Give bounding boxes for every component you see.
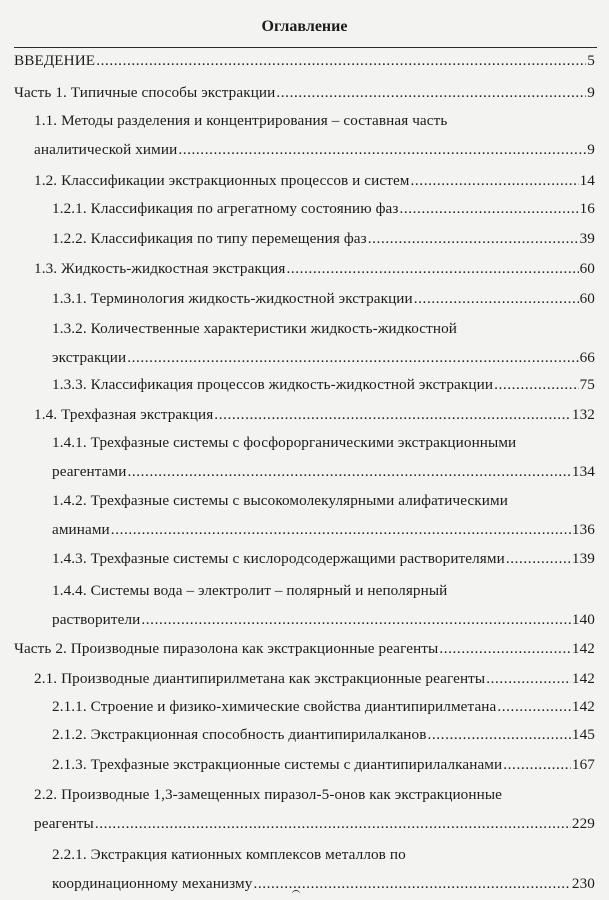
dot-leader [506, 544, 571, 574]
dot-leader [214, 400, 571, 430]
toc-entry-title: аналитической химии [34, 141, 178, 158]
toc-entry-page-number: 132 [571, 406, 595, 423]
toc-entry-title: координационному механизму [52, 875, 253, 892]
dot-leader [127, 458, 570, 486]
toc-entry-title-line1: 1.1. Методы разделения и концентрирования – составная часть [34, 112, 448, 129]
dot-leader [411, 166, 579, 196]
toc-entry-page-number: 142 [571, 670, 595, 687]
toc-entry-page-number: 229 [571, 815, 595, 832]
dot-leader [95, 810, 571, 838]
toc-entry-page-number: 145 [571, 726, 595, 743]
toc-entry-page-number: 140 [571, 611, 595, 628]
toc-entry-page-number: 14 [579, 172, 595, 189]
toc-entry-page-number: 39 [579, 230, 595, 247]
toc-entry-title: Часть 2. Производные пиразолона как экстракционные реагенты [14, 640, 439, 657]
toc-entry [52, 576, 595, 634]
toc-entry-title: 1.3.3. Классификация процессов жидкость-жидкостной экстракции [52, 376, 494, 393]
dot-leader [486, 664, 571, 694]
page-number-fragment [292, 890, 300, 897]
dot-leader [253, 870, 570, 898]
toc-entry [34, 780, 595, 838]
toc-entry [52, 194, 595, 224]
toc-entry-title-line1: 1.4.1. Трехфазные системы с фосфорорганическими экстракционными [52, 434, 517, 451]
toc-entry-page-number: 75 [579, 376, 595, 393]
dot-leader [96, 46, 586, 76]
dot-leader [286, 254, 578, 284]
toc-entry-title: 1.2.2. Классификация по типу перемещения фаз [52, 230, 367, 247]
toc-entry-title: 2.1.3. Трехфазные экстракционные системы с диантипирилалканами [52, 756, 503, 773]
toc-entry-page-number: 136 [571, 521, 595, 538]
dot-leader [127, 344, 578, 372]
page-title: Оглавление [261, 18, 348, 35]
toc-entry-title: ВВЕДЕНИЕ [14, 52, 96, 69]
toc-entry-title: 1.4. Трехфазная экстракция [34, 406, 214, 423]
toc-entry [52, 750, 595, 780]
toc-entry [52, 840, 595, 898]
dot-leader [399, 194, 578, 224]
dot-leader [414, 284, 579, 314]
toc-entry [52, 224, 595, 254]
toc-entry-page-number: 16 [579, 200, 595, 217]
toc-entry-title: реагенты [34, 815, 94, 832]
toc-entry-page-number: 142 [571, 698, 595, 715]
toc-entry [34, 400, 595, 430]
dot-leader [141, 606, 571, 634]
toc-entry-page-number: 5 [587, 52, 595, 69]
toc-entry-title: 1.3.1. Терминология жидкость-жидкостной экстракции [52, 290, 413, 307]
toc-entry-title: Часть 1. Типичные способы экстракции [14, 84, 276, 101]
toc-entry [34, 254, 595, 284]
toc-entry-page-number: 60 [579, 260, 595, 277]
dot-leader [427, 720, 570, 750]
dot-leader [276, 78, 586, 108]
toc-entry [52, 486, 595, 544]
toc-entry-title: 2.1.1. Строение и физико-химические свойства диантипирилметана [52, 698, 497, 715]
toc-entry [52, 720, 595, 750]
dot-leader [178, 136, 586, 164]
toc-entry-title: 2.1.2. Экстракционная способность диантипирилалканов [52, 726, 427, 743]
toc-entry-title: 2.1. Производные диантипирилметана как экстракционные реагенты [34, 670, 486, 687]
dot-leader [497, 692, 571, 722]
toc-entry-page-number: 9 [587, 84, 595, 101]
toc-entry [52, 284, 595, 314]
dot-leader [111, 516, 571, 544]
toc-entry [14, 78, 595, 108]
toc-entry-title: 1.4.3. Трехфазные системы с кислородсодержащими растворителями [52, 550, 505, 567]
toc-entry-title-line1: 1.3.2. Количественные характеристики жидкость-жидкостной [52, 320, 457, 337]
toc-entry [52, 692, 595, 722]
toc-entry [52, 428, 595, 486]
toc-entry-title: экстракции [52, 349, 127, 366]
toc-entry-title: растворители [52, 611, 141, 628]
toc-entry [52, 544, 595, 574]
toc-entry [34, 106, 595, 164]
toc-entry-page-number: 139 [571, 550, 595, 567]
toc-entry-page-number: 167 [571, 756, 595, 773]
dot-leader [439, 634, 571, 664]
toc-entry [34, 664, 595, 694]
toc-entry-page-number: 134 [571, 463, 595, 480]
toc-entry-page-number: 142 [571, 640, 595, 657]
toc-entry-page-number: 66 [579, 349, 595, 366]
toc-entry-page-number: 9 [587, 141, 595, 158]
dot-leader [368, 224, 579, 254]
toc-entry-title-line1: 1.4.4. Системы вода – электролит – полярный и неполярный [52, 582, 448, 599]
dot-leader [503, 750, 571, 780]
toc-entry-title-line1: 2.2. Производные 1,3-замещенных пиразол-5-онов как экстракционные [34, 786, 502, 803]
toc-entry-title: аминами [52, 521, 110, 538]
toc-entry [52, 314, 595, 372]
toc-entry-title: 1.2.1. Классификация по агрегатному состоянию фаз [52, 200, 399, 217]
toc-entry [14, 46, 595, 76]
toc-entry-title-line1: 2.2.1. Экстракция катионных комплексов металлов по [52, 846, 406, 863]
toc-entry-title: 1.2. Классификации экстракционных процессов и систем [34, 172, 410, 189]
toc-entry [14, 634, 595, 664]
dot-leader [494, 370, 579, 400]
toc-entry-title: 1.3. Жидкость-жидкостная экстракция [34, 260, 286, 277]
toc-entry-page-number: 230 [571, 875, 595, 892]
toc-entry-page-number: 60 [579, 290, 595, 307]
toc-entry-title-line1: 1.4.2. Трехфазные системы с высокомолекулярными алифатическими [52, 492, 508, 509]
toc-entry [34, 166, 595, 196]
toc-entry-title: реагентами [52, 463, 127, 480]
toc-entry [52, 370, 595, 400]
